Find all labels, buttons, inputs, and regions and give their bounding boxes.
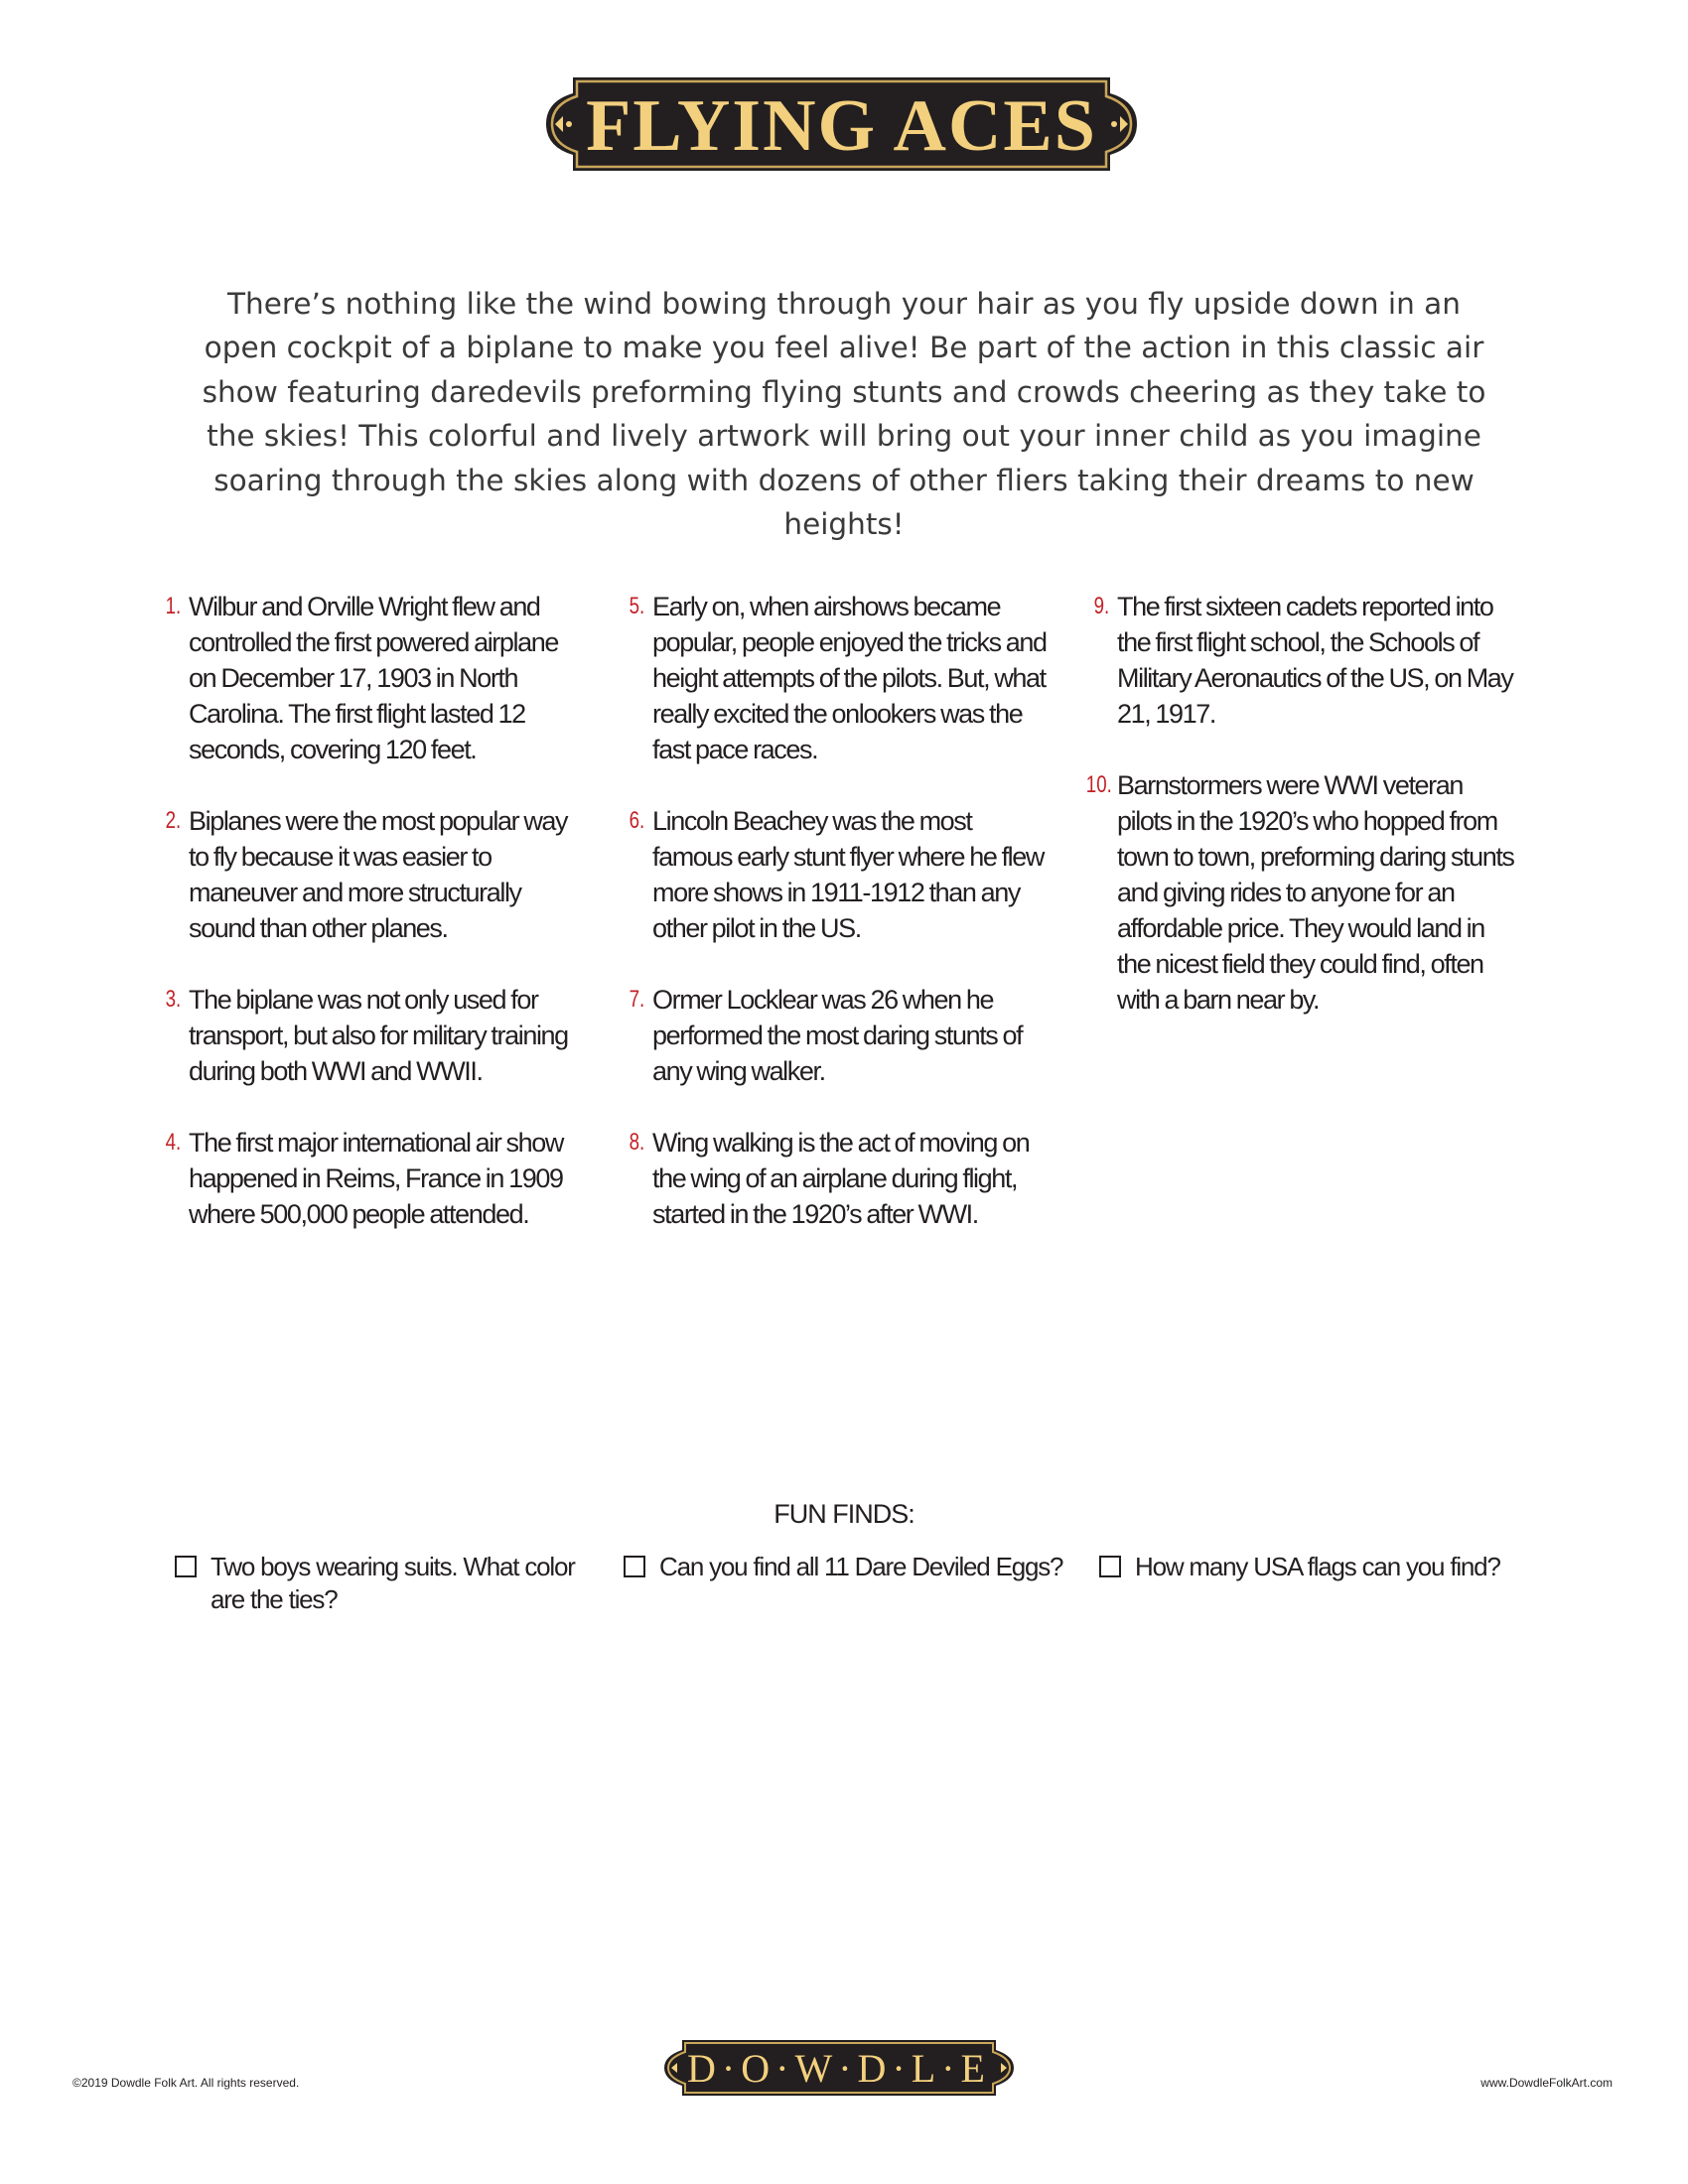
fun-find-text: How many USA flags can you find? bbox=[1135, 1552, 1500, 1581]
fact-item bbox=[1077, 767, 1514, 1018]
fun-find-checkbox[interactable] bbox=[1099, 1556, 1121, 1577]
fun-find-text: Two boys wearing suits. What color are the ties? bbox=[211, 1552, 575, 1614]
fact-number: 3. bbox=[165, 986, 182, 1013]
website-link[interactable]: www.DowdleFolkArt.com bbox=[1480, 2076, 1613, 2090]
fact-text: Barnstormers were WWI veteran pilots in the 1920’s who hopped from town to town, preforming daring stunts and giving rides to anyone for an affordable price. They would land in the nicest field they could find, often with a barn near by. bbox=[1117, 770, 1514, 1015]
facts-column-2 bbox=[613, 589, 1050, 1268]
fact-item bbox=[613, 982, 1050, 1089]
fact-number: 9. bbox=[1093, 593, 1110, 619]
fact-text: Ormer Locklear was 26 when he performed the most daring stunts of any wing walker. bbox=[652, 985, 1023, 1086]
fun-find-text: Can you find all 11 Dare Deviled Eggs? bbox=[659, 1552, 1063, 1581]
page-title: FLYING ACES bbox=[586, 85, 1097, 167]
fact-item bbox=[149, 803, 586, 946]
fact-number: 8. bbox=[629, 1129, 645, 1156]
fact-text: Wilbur and Orville Wright flew and controlled the first powered airplane on December 17, 1903 in North Carolina. The first flight lasted 12 seconds, covering 120 feet. bbox=[189, 592, 558, 764]
fact-text: Early on, when airshows became popular, people enjoyed the tricks and height attempts of the pilots. But, what really excited the onlookers was the fast pace races. bbox=[652, 592, 1047, 764]
fun-find-item bbox=[1099, 1551, 1500, 1583]
fact-number: 7. bbox=[629, 986, 645, 1013]
facts-column-1 bbox=[149, 589, 586, 1268]
fact-text: The first sixteen cadets reported into the first flight school, the Schools of Military Aeronautics of the US, on May 21, 1917. bbox=[1117, 592, 1513, 729]
fact-item bbox=[149, 982, 586, 1089]
fact-item bbox=[149, 589, 586, 767]
fact-text: The biplane was not only used for transport, but also for military training during both WWI and WWII. bbox=[189, 985, 568, 1086]
fact-text: Biplanes were the most popular way to fly because it was easier to maneuver and more structurally sound than other planes. bbox=[189, 806, 568, 943]
title-plaque bbox=[541, 71, 1142, 177]
fact-item bbox=[613, 589, 1050, 767]
fact-number: 1. bbox=[165, 593, 182, 619]
fun-find-item bbox=[624, 1551, 1062, 1583]
fact-number: 10. bbox=[1085, 771, 1112, 798]
facts-column-3 bbox=[1077, 589, 1514, 1053]
fun-finds-heading: FUN FINDS: bbox=[774, 1499, 914, 1529]
fact-text: The first major international air show happened in Reims, France in 1909 where 500,000 people attended. bbox=[189, 1128, 563, 1229]
fact-number: 2. bbox=[165, 807, 182, 834]
dowdle-logo bbox=[660, 2036, 1018, 2100]
fact-item bbox=[613, 803, 1050, 946]
fact-item bbox=[149, 1125, 586, 1232]
fact-text: Wing walking is the act of moving on the wing of an airplane during flight, started in the 1920’s after WWI. bbox=[652, 1128, 1030, 1229]
fact-text: Lincoln Beachey was the most famous early stunt flyer where he flew more shows in 1911-1912 than any other pilot in the US. bbox=[652, 806, 1044, 943]
fun-find-checkbox[interactable] bbox=[624, 1556, 645, 1577]
copyright-text: ©2019 Dowdle Folk Art. All rights reserved. bbox=[72, 2076, 300, 2090]
fact-number: 5. bbox=[629, 593, 645, 619]
fact-number: 4. bbox=[165, 1129, 182, 1156]
dowdle-logo-text: D·O·W·D·L·E bbox=[687, 2045, 991, 2091]
fact-item bbox=[613, 1125, 1050, 1232]
fun-find-checkbox[interactable] bbox=[175, 1556, 197, 1577]
fact-item bbox=[1077, 589, 1514, 732]
intro-paragraph: There’s nothing like the wind bowing through your hair as you fly upside down in an open cockpit of a biplane to make you feel alive! Be part of the action in this classic air show featuring daredevils preforming flying stunts and crowds cheering as they take to the skies! This colorful and lively artwork will bring out your inner child as you imagine soaring through the skies along with dozens of other fliers taking their dreams to new heights! bbox=[202, 286, 1486, 541]
fun-find-item bbox=[175, 1551, 608, 1616]
fact-number: 6. bbox=[629, 807, 645, 834]
